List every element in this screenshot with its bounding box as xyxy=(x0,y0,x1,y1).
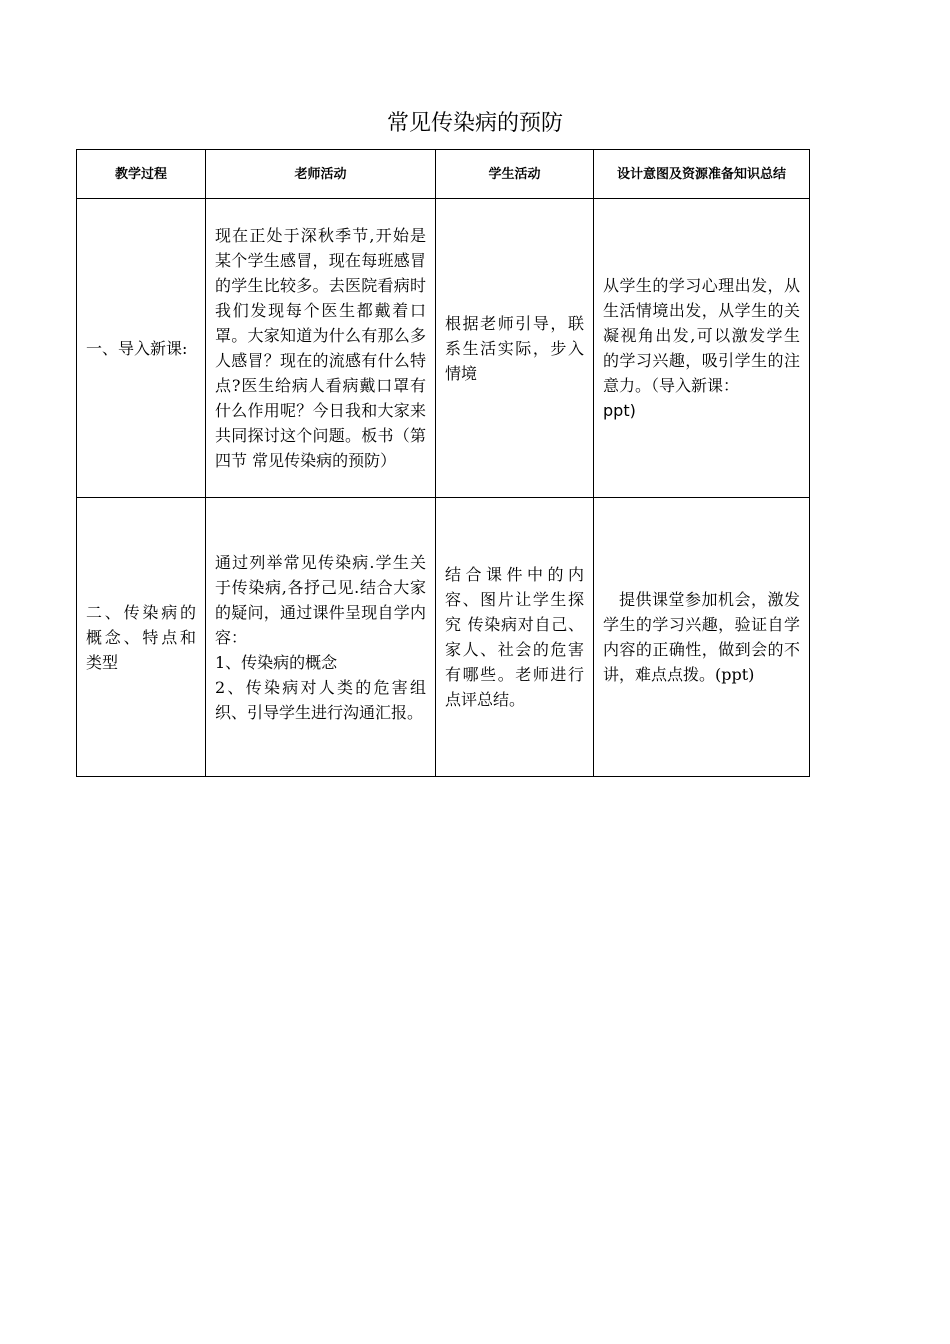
student-activity-cell xyxy=(436,199,594,498)
teacher-activity-cell xyxy=(206,199,436,498)
teacher-activity-line: 1、传染病的概念 xyxy=(215,652,338,672)
table-header-row xyxy=(77,150,810,199)
design-intent-tail: ppt) xyxy=(603,401,636,420)
design-intent-text: 提供课堂参加机会，激发学生的学习兴趣，验证自学内容的正确性，做到会的不讲，难点点拨。(ppt) xyxy=(603,590,800,684)
lesson-plan-table xyxy=(76,149,810,777)
header-teaching-process: 教学过程 xyxy=(77,150,206,199)
student-activity-cell xyxy=(436,498,594,777)
page-title: 常见传染病的预防 xyxy=(386,111,563,136)
table-row xyxy=(77,199,810,498)
table-row xyxy=(77,498,810,777)
stage-cell xyxy=(77,199,206,498)
header-teacher-activity: 老师活动 xyxy=(206,150,436,199)
design-intent-cell xyxy=(594,199,810,498)
stage-text: 一、导入新课: xyxy=(86,338,188,358)
header-student-activity: 学生活动 xyxy=(436,150,594,199)
teacher-activity-cell xyxy=(206,498,436,777)
header-design-intent: 设计意图及资源准备知识总结 xyxy=(594,150,810,199)
teacher-activity-line: 通过列举常见传染病.学生关于传染病,各抒己见.结合大家的疑问，通过课件呈现自学内容： xyxy=(215,552,426,647)
teacher-activity-text: 现在正处于深秋季节,开始是某个学生感冒，现在每班感冒的学生比较多。去医院看病时我们发现每个医生都戴着口罩。大家知道为什么有那么多人感冒？现在的流感有什么特点?医生给病人看病戴口罩有什么作用呢？今日我和大家来共同探讨这个问题。板书（第四节 常见传染病的预防） xyxy=(215,226,426,470)
stage-text: 二、传染病的概念、特点和类型 xyxy=(86,602,196,672)
design-intent-text: 从学生的学习心理出发，从生活情境出发，从学生的关凝视角出发,可以激发学生的学习兴趣，吸引学生的注意力。（导入新课： xyxy=(603,276,800,395)
design-intent-cell xyxy=(594,498,810,777)
teacher-activity-line: 2、传染病对人类的危害组织、引导学生进行沟通汇报。 xyxy=(215,677,426,722)
student-activity-text: 根据老师引导，联系生活实际，步入情境 xyxy=(445,313,584,383)
student-activity-text: 结合课件中的内容、图片让学生探究 传染病对自己、家人、社会的危害有哪些。老师进行点评总结。 xyxy=(445,565,584,709)
stage-cell xyxy=(77,498,206,777)
